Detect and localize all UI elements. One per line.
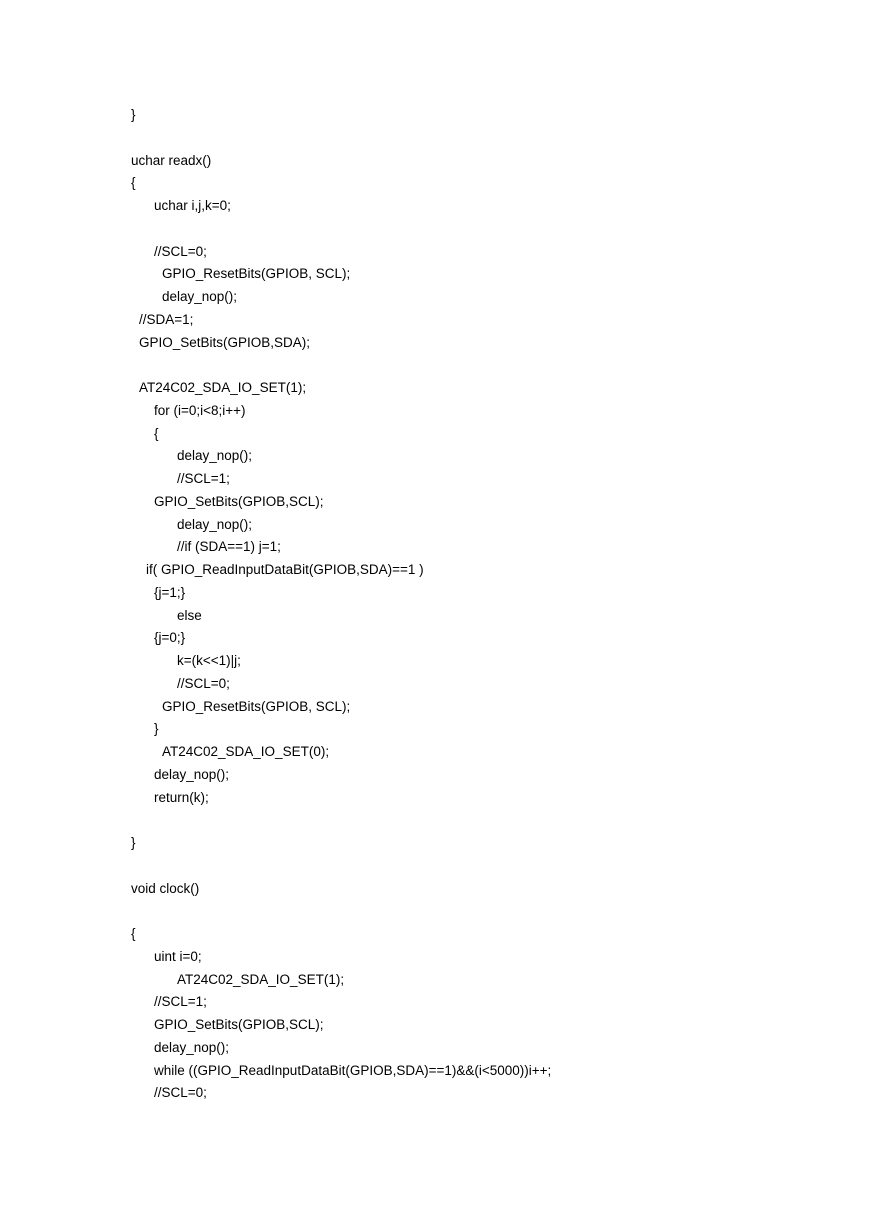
blank-line	[131, 354, 831, 377]
code-line: delay_nop();	[154, 1039, 230, 1055]
blank-line	[131, 127, 831, 150]
code-listing	[131, 104, 831, 1105]
code-line: AT24C02_SDA_IO_SET(1);	[177, 971, 345, 987]
code-line: for (i=0;i<8;i++)	[154, 402, 246, 418]
code-line: //SCL=0;	[177, 675, 230, 691]
code-line: GPIO_SetBits(GPIOB,SCL);	[154, 1017, 324, 1032]
code-line: GPIO_SetBits(GPIOB,SDA);	[139, 334, 311, 350]
code-line: //SCL=1;	[154, 994, 207, 1010]
code-line: {	[154, 425, 159, 441]
code-line: //SCL=0;	[154, 243, 207, 259]
code-line: //if (SDA==1) j=1;	[177, 539, 281, 555]
code-line: {	[131, 926, 136, 941]
code-line: //SDA=1;	[139, 311, 194, 327]
blank-line	[131, 809, 831, 832]
blank-line	[131, 218, 831, 241]
code-line: }	[131, 107, 136, 122]
code-line: uchar i,j,k=0;	[154, 198, 231, 213]
code-line: }	[154, 721, 159, 737]
code-line: {j=1;}	[154, 584, 186, 600]
code-line: AT24C02_SDA_IO_SET(0);	[162, 744, 330, 759]
blank-line	[131, 855, 831, 878]
code-line: //SCL=0;	[154, 1085, 207, 1101]
code-line: k=(k<<1)|j;	[177, 653, 241, 668]
code-line: uchar readx()	[131, 152, 212, 168]
code-line: while ((GPIO_ReadInputDataBit(GPIOB,SDA)==1)&&(i<5000))i++;	[154, 1062, 552, 1078]
code-line: delay_nop();	[177, 516, 253, 532]
code-line: {	[131, 175, 136, 191]
code-line: {j=0;}	[154, 630, 186, 646]
code-line: if( GPIO_ReadInputDataBit(GPIOB,SDA)==1 )	[146, 562, 424, 577]
code-line: return(k);	[154, 789, 209, 805]
blank-line	[131, 900, 831, 923]
code-line: delay_nop();	[154, 766, 230, 782]
code-line: GPIO_SetBits(GPIOB,SCL);	[154, 493, 324, 509]
code-line: else	[177, 607, 202, 623]
code-line: }	[131, 835, 136, 850]
code-line: //SCL=1;	[177, 471, 230, 486]
code-line: GPIO_ResetBits(GPIOB, SCL);	[162, 266, 351, 282]
code-line: AT24C02_SDA_IO_SET(1);	[139, 380, 307, 395]
code-line: void clock()	[131, 880, 200, 896]
code-line: delay_nop();	[162, 289, 238, 304]
code-line: GPIO_ResetBits(GPIOB, SCL);	[162, 698, 351, 714]
code-line: uint i=0;	[154, 948, 202, 964]
code-line: delay_nop();	[177, 448, 253, 464]
